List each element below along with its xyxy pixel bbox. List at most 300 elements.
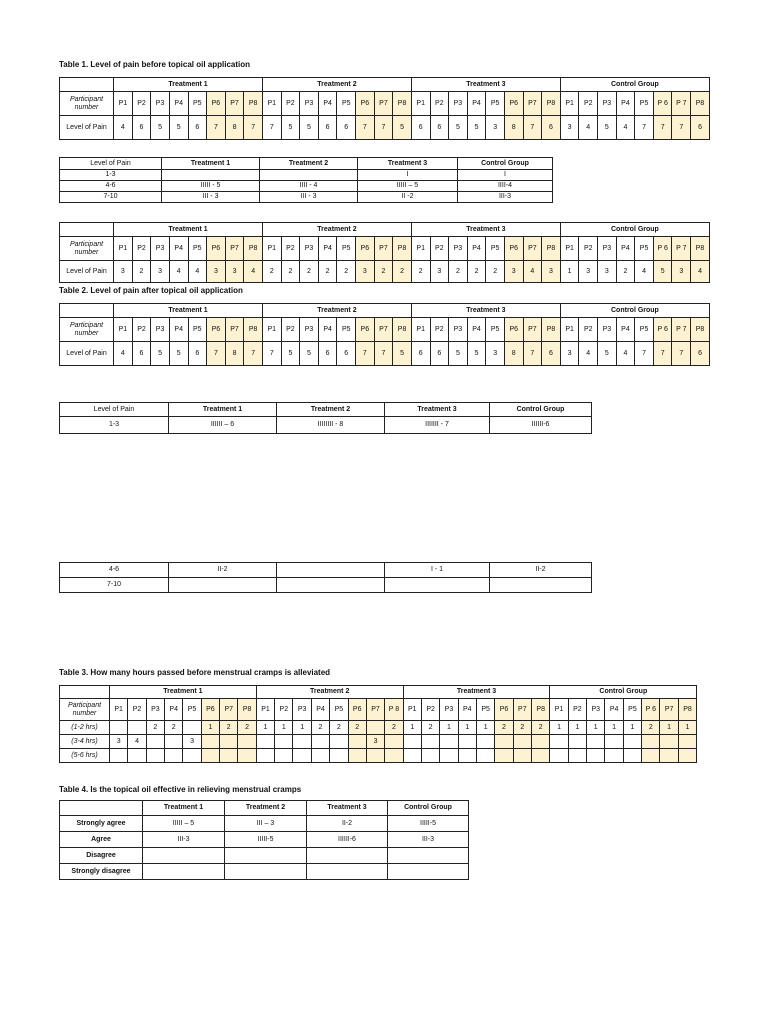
table1-level-cell: 7 [653, 116, 672, 140]
summary1-header: Control Group [458, 158, 553, 170]
table3-cell [385, 749, 403, 763]
table2-level-cell: 6 [430, 342, 449, 366]
table-mid-level-cell: 2 [337, 261, 356, 283]
table2-level-cell: 7 [374, 342, 393, 366]
table2-group-header: Treatment 3 [411, 304, 560, 318]
table1-participant-cell: P3 [300, 92, 319, 116]
table2-participant-cell: P5 [635, 318, 654, 342]
summary1-cell: I [358, 170, 458, 181]
table3-cell: 4 [128, 735, 146, 749]
table1-level-cell: 7 [523, 116, 542, 140]
table3-cell [128, 721, 146, 735]
table2-participant-cell: P8 [393, 318, 412, 342]
table1-level-cell: 7 [672, 116, 691, 140]
table3-participant-cell: P2 [568, 699, 586, 721]
table4-cell: IIIII – 5 [143, 816, 225, 832]
table1-participant-cell: P4 [616, 92, 635, 116]
table2-participant-cell: P6 [504, 318, 523, 342]
table-mid-participant-cell: P3 [598, 237, 617, 261]
table-mid-level-cell: 3 [207, 261, 226, 283]
table4-cell [225, 864, 307, 880]
table3-cell [605, 735, 623, 749]
table2-participant-cell: P3 [598, 318, 617, 342]
table2-level-cell: 4 [114, 342, 133, 366]
table2-level-cell: 8 [225, 342, 244, 366]
table-mid-participant-cell: P5 [188, 237, 207, 261]
table-mid-level-cell-label: Level of Pain [60, 261, 114, 283]
table-mid-participant-cell: P5 [486, 237, 505, 261]
table1-group-row [60, 78, 710, 92]
table3-cell: 1 [550, 721, 568, 735]
table1-participant-cell: P8 [393, 92, 412, 116]
table1-group-header: Treatment 1 [114, 78, 263, 92]
table3-cell [550, 735, 568, 749]
table-mid-level-cell: 4 [169, 261, 188, 283]
table1-participant-cell: P7 [374, 92, 393, 116]
table-mid-level-cell: 2 [132, 261, 151, 283]
table1-level-cell: 6 [411, 116, 430, 140]
table2-participant-cell: P4 [318, 318, 337, 342]
summary1-cell: IIII-4 [458, 181, 553, 192]
table2-level-cell: 5 [393, 342, 412, 366]
table1-participant-cell: P2 [132, 92, 151, 116]
summary1-cell: 1-3 [60, 170, 162, 181]
table-mid-level-cell: 3 [672, 261, 691, 283]
table3-participant-cell: P1 [403, 699, 421, 721]
table3-participant-cell: P5 [476, 699, 494, 721]
table3-cell-label: (1-2 hrs) [60, 721, 110, 735]
table3-cell [605, 749, 623, 763]
table-mid-participant-cell: P8 [393, 237, 412, 261]
table3-participant-cell: P6 [348, 699, 366, 721]
table4-cell: III – 3 [225, 816, 307, 832]
summary2-cell: IIIIII – 6 [169, 417, 277, 434]
table-mid-level-cell: 5 [653, 261, 672, 283]
table3-cell [440, 749, 458, 763]
table2-participant-cell: P1 [560, 318, 579, 342]
table-mid-participant-cell: P2 [281, 237, 300, 261]
table3-cell: 2 [642, 721, 660, 735]
table-mid-participant-cell: P3 [300, 237, 319, 261]
table-mid-level-cell: 2 [262, 261, 281, 283]
table4-cell [143, 848, 225, 864]
table4-header: Treatment 1 [143, 801, 225, 816]
summary2-cell: II-2 [490, 563, 592, 578]
table-mid-level-cell: 2 [467, 261, 486, 283]
table-mid-participant-cell: P3 [449, 237, 468, 261]
table3-cell [421, 735, 439, 749]
table-mid-group-header: Treatment 3 [411, 223, 560, 237]
table1-participant-cell: P 7 [672, 92, 691, 116]
table2-participant-cell: P2 [430, 318, 449, 342]
summary1-cell: IIIII – 5 [358, 181, 458, 192]
table3-cell [532, 735, 550, 749]
table3-cell [110, 749, 128, 763]
table3-participant-cell: P8 [678, 699, 696, 721]
table1-participant-cell: P6 [504, 92, 523, 116]
table3-cell: 1 [678, 721, 696, 735]
table3-cell [587, 749, 605, 763]
table4-cell: II-2 [307, 816, 388, 832]
table4-header: Treatment 3 [307, 801, 388, 816]
summary1-header: Treatment 1 [162, 158, 260, 170]
summary1-cell: I [458, 170, 553, 181]
table2-level-cell: 4 [616, 342, 635, 366]
table1-level-cell: 5 [467, 116, 486, 140]
table3-cell [293, 749, 311, 763]
table2-group-header: Treatment 1 [114, 304, 263, 318]
table4-cell: IIIII-5 [388, 816, 469, 832]
table2-level-cell-label: Level of Pain [60, 342, 114, 366]
table4-row [60, 832, 469, 848]
table1-level-cell: 5 [281, 116, 300, 140]
table3-cell [275, 735, 293, 749]
table2-level-cell: 5 [151, 342, 170, 366]
table1-participant-cell: P5 [635, 92, 654, 116]
table1-level-cell: 5 [300, 116, 319, 140]
table1-level-cell: 4 [616, 116, 635, 140]
table1-participant-cell: P3 [151, 92, 170, 116]
table3-participant-cell: P 6 [642, 699, 660, 721]
table1-level-cell: 4 [114, 116, 133, 140]
table3-participant-cell: P7 [220, 699, 238, 721]
table4 [59, 800, 469, 880]
table1-group-header: Treatment 3 [411, 78, 560, 92]
table4-header-row [60, 801, 469, 816]
table1-participant-cell: P7 [523, 92, 542, 116]
summary1-cell: III-3 [458, 192, 553, 203]
table2-participant-cell: P3 [300, 318, 319, 342]
summary1-cell: II -2 [358, 192, 458, 203]
table3-participant-cell: P4 [165, 699, 183, 721]
table2-level-cell: 5 [467, 342, 486, 366]
table1-participant-cell: P8 [542, 92, 561, 116]
table2-level-cell: 5 [281, 342, 300, 366]
table3-cell: 2 [220, 721, 238, 735]
table3-cell [550, 749, 568, 763]
table2-group-header: Control Group [560, 304, 709, 318]
table2-level-cell: 4 [579, 342, 598, 366]
table3-cell: 1 [440, 721, 458, 735]
table3-cell [568, 749, 586, 763]
table-mid-participant-cell: P6 [504, 237, 523, 261]
table4-header [60, 801, 143, 816]
table3-cell [183, 749, 201, 763]
table-mid-participant-cell: P8 [542, 237, 561, 261]
table2-participant-cell: P1 [262, 318, 281, 342]
table1-level-cell: 7 [356, 116, 375, 140]
table3-participant-cell: P6 [201, 699, 219, 721]
table-mid-level-cell: 2 [449, 261, 468, 283]
table-mid-level-cell: 4 [188, 261, 207, 283]
table-mid-participant-cell: P4 [616, 237, 635, 261]
table2-participant-cell: P3 [151, 318, 170, 342]
summary2-header: Treatment 1 [169, 403, 277, 417]
table3-cell: 1 [587, 721, 605, 735]
table2-participant-cell: P4 [169, 318, 188, 342]
table2-level-cell: 5 [169, 342, 188, 366]
table1-level-cell: 6 [430, 116, 449, 140]
table-mid-participant-cell: P7 [523, 237, 542, 261]
table2-level-cell: 5 [598, 342, 617, 366]
table2-level-row [60, 342, 710, 366]
table-mid-participant-cell: P7 [374, 237, 393, 261]
table-mid-participant-cell: P1 [114, 237, 133, 261]
table3-cell: 3 [366, 735, 384, 749]
table-mid-level-cell: 3 [504, 261, 523, 283]
summary2-cell [490, 578, 592, 593]
table2-participant-cell: P6 [356, 318, 375, 342]
summary1-cell: 4-6 [60, 181, 162, 192]
table4-cell [307, 848, 388, 864]
table1-participant-cell: P5 [337, 92, 356, 116]
table1-level-cell: 6 [188, 116, 207, 140]
table-mid-participant-cell: P3 [151, 237, 170, 261]
summary1-header: Treatment 3 [358, 158, 458, 170]
summary1-header: Treatment 2 [260, 158, 358, 170]
table2-level-cell: 7 [356, 342, 375, 366]
table3-cell [165, 735, 183, 749]
table-mid-corner [60, 223, 114, 237]
table3-participant-cell: P4 [458, 699, 476, 721]
summary2-header: Treatment 3 [385, 403, 490, 417]
table3-cell [421, 749, 439, 763]
table4-header: Control Group [388, 801, 469, 816]
table-mid-group-row [60, 223, 710, 237]
table4-caption: Table 4. Is the topical oil effective in relieving menstrual cramps [59, 785, 302, 794]
summary1-cell: III - 3 [162, 192, 260, 203]
table3-cell: 1 [403, 721, 421, 735]
table2-level-cell: 5 [449, 342, 468, 366]
table-mid-level-cell: 3 [151, 261, 170, 283]
table3-participant-cell: P2 [275, 699, 293, 721]
table-mid-level-cell: 4 [635, 261, 654, 283]
table3-participant-cell: P7 [660, 699, 678, 721]
table4-cell: IIIII-5 [225, 832, 307, 848]
table3-cell: 1 [623, 721, 641, 735]
table1-participant-cell: P4 [318, 92, 337, 116]
table3-cell [348, 735, 366, 749]
table3-cell [476, 735, 494, 749]
table-mid-participant-cell-label: Participant number [60, 237, 114, 261]
table1-level-cell: 7 [262, 116, 281, 140]
table3-participant-cell: P4 [605, 699, 623, 721]
summary1-cell: IIII - 4 [260, 181, 358, 192]
summary1-header-row [60, 158, 553, 170]
table2-participant-cell: P6 [207, 318, 226, 342]
table-mid-level-cell: 2 [318, 261, 337, 283]
table-mid-level-cell: 3 [542, 261, 561, 283]
table3-row [60, 749, 697, 763]
table1-participant-cell: P3 [598, 92, 617, 116]
table-mid-participant-cell: P6 [207, 237, 226, 261]
table-mid-level-cell: 4 [691, 261, 710, 283]
table2-level-cell: 3 [486, 342, 505, 366]
summary2-header: Control Group [490, 403, 592, 417]
table2-participant-cell: P4 [467, 318, 486, 342]
table2-participant-cell: P7 [374, 318, 393, 342]
table1-level-cell: 7 [244, 116, 263, 140]
table3-cell [532, 749, 550, 763]
table3-participant-row [60, 699, 697, 721]
table2-level-cell: 3 [560, 342, 579, 366]
table3-cell [642, 749, 660, 763]
table-mid-participant-cell: P1 [262, 237, 281, 261]
table-mid-participant-cell: P 7 [672, 237, 691, 261]
summary1-header: Level of Pain [60, 158, 162, 170]
table2-participant-cell: P4 [616, 318, 635, 342]
table4-cell [307, 864, 388, 880]
table-mid-participant-row [60, 237, 710, 261]
table-mid-participant-cell: P4 [467, 237, 486, 261]
table3-cell [495, 735, 513, 749]
table3-cell [568, 735, 586, 749]
table4-header: Treatment 2 [225, 801, 307, 816]
table2-level-cell: 6 [542, 342, 561, 366]
table-mid-participant-cell: P 6 [653, 237, 672, 261]
table3-cell: 1 [256, 721, 274, 735]
table4-row-label: Agree [60, 832, 143, 848]
table3-cell: 2 [495, 721, 513, 735]
table3-participant-cell: P7 [366, 699, 384, 721]
table3-cell [678, 735, 696, 749]
table3-group-header: Treatment 2 [256, 686, 403, 699]
summary2-header: Level of Pain [60, 403, 169, 417]
summary1-cell [260, 170, 358, 181]
table3-cell: 1 [201, 721, 219, 735]
table4-cell [388, 848, 469, 864]
summary2-cell: IIIIII-6 [490, 417, 592, 434]
table3-participant-cell: P 8 [385, 699, 403, 721]
table3-cell [495, 749, 513, 763]
table2-participant-cell: P5 [486, 318, 505, 342]
table3-caption: Table 3. How many hours passed before menstrual cramps is alleviated [59, 668, 331, 677]
table4-row [60, 848, 469, 864]
summary2-table-continued [59, 562, 592, 593]
table3-cell [238, 735, 256, 749]
table1-level-cell-label: Level of Pain [60, 116, 114, 140]
table-mid-level-cell: 4 [523, 261, 542, 283]
table3-cell [275, 749, 293, 763]
table3-cell [110, 721, 128, 735]
table2-caption: Table 2. Level of pain after topical oil application [59, 286, 243, 295]
table3-cell [128, 749, 146, 763]
table2-level-cell: 7 [244, 342, 263, 366]
table2-level-cell: 6 [411, 342, 430, 366]
table-mid-level-cell: 2 [411, 261, 430, 283]
table1-participant-cell: P2 [579, 92, 598, 116]
table3-cell [513, 735, 531, 749]
table1-level-cell: 5 [393, 116, 412, 140]
table-mid-level-cell: 2 [281, 261, 300, 283]
table1-level-cell: 5 [151, 116, 170, 140]
table1-level-cell: 3 [486, 116, 505, 140]
summary2-cell: 4-6 [60, 563, 169, 578]
table2-participant-cell: P8 [244, 318, 263, 342]
summary1-row [60, 170, 553, 181]
table3-participant-cell: P3 [293, 699, 311, 721]
table-mid [59, 222, 710, 283]
table3-cell [623, 735, 641, 749]
table4-cell [143, 864, 225, 880]
table1-participant-cell: P3 [449, 92, 468, 116]
table3-cell [476, 749, 494, 763]
table-mid-participant-cell: P2 [132, 237, 151, 261]
table2-level-cell: 7 [262, 342, 281, 366]
table3-cell: 1 [660, 721, 678, 735]
table3-cell [146, 749, 164, 763]
table3-cell [660, 735, 678, 749]
table3-cell: 2 [421, 721, 439, 735]
table3-cell [513, 749, 531, 763]
table3-cell [311, 749, 329, 763]
table-mid-group-header: Treatment 1 [114, 223, 263, 237]
table1-corner [60, 78, 114, 92]
table2-group-header: Treatment 2 [262, 304, 411, 318]
table3-cell [403, 735, 421, 749]
table3-cell [201, 749, 219, 763]
table3-cell [220, 749, 238, 763]
table2-participant-cell: P2 [579, 318, 598, 342]
table3-cell [623, 749, 641, 763]
table4-row [60, 864, 469, 880]
table-mid-level-cell: 3 [114, 261, 133, 283]
table1 [59, 77, 710, 140]
table1-level-cell: 5 [169, 116, 188, 140]
table-mid-participant-cell: P6 [356, 237, 375, 261]
summary2-cell [277, 578, 385, 593]
table3-cell [256, 735, 274, 749]
table3-group-row [60, 686, 697, 699]
table2 [59, 303, 710, 366]
table3-row [60, 735, 697, 749]
table2-level-cell: 8 [504, 342, 523, 366]
table-mid-level-cell: 3 [579, 261, 598, 283]
summary2-cell: IIIIIII - 7 [385, 417, 490, 434]
table3-cell: 3 [183, 735, 201, 749]
table1-level-cell: 5 [598, 116, 617, 140]
table3-cell [330, 749, 348, 763]
table2-participant-cell: P2 [132, 318, 151, 342]
table1-level-cell: 7 [207, 116, 226, 140]
table3 [59, 685, 697, 763]
table-mid-participant-cell: P2 [430, 237, 449, 261]
table3-cell [293, 735, 311, 749]
table3-cell [366, 721, 384, 735]
table3-cell: 1 [568, 721, 586, 735]
table-mid-participant-cell: P1 [560, 237, 579, 261]
table3-group-header: Treatment 3 [403, 686, 550, 699]
table2-level-cell: 6 [318, 342, 337, 366]
table1-participant-cell: P6 [356, 92, 375, 116]
table3-participant-cell: P8 [238, 699, 256, 721]
table-mid-group-header: Treatment 2 [262, 223, 411, 237]
table3-cell [587, 735, 605, 749]
table1-participant-cell: P1 [114, 92, 133, 116]
table3-group-header: Treatment 1 [110, 686, 257, 699]
summary1-row [60, 192, 553, 203]
table2-participant-cell: P 6 [653, 318, 672, 342]
table3-cell [678, 749, 696, 763]
table3-participant-cell: P7 [513, 699, 531, 721]
summary2-cell: II-2 [169, 563, 277, 578]
table3-cell: 2 [238, 721, 256, 735]
table-mid-participant-cell: P1 [411, 237, 430, 261]
summary1-table [59, 157, 553, 203]
summary1-row [60, 181, 553, 192]
table1-participant-cell: P2 [430, 92, 449, 116]
table4-cell [225, 848, 307, 864]
